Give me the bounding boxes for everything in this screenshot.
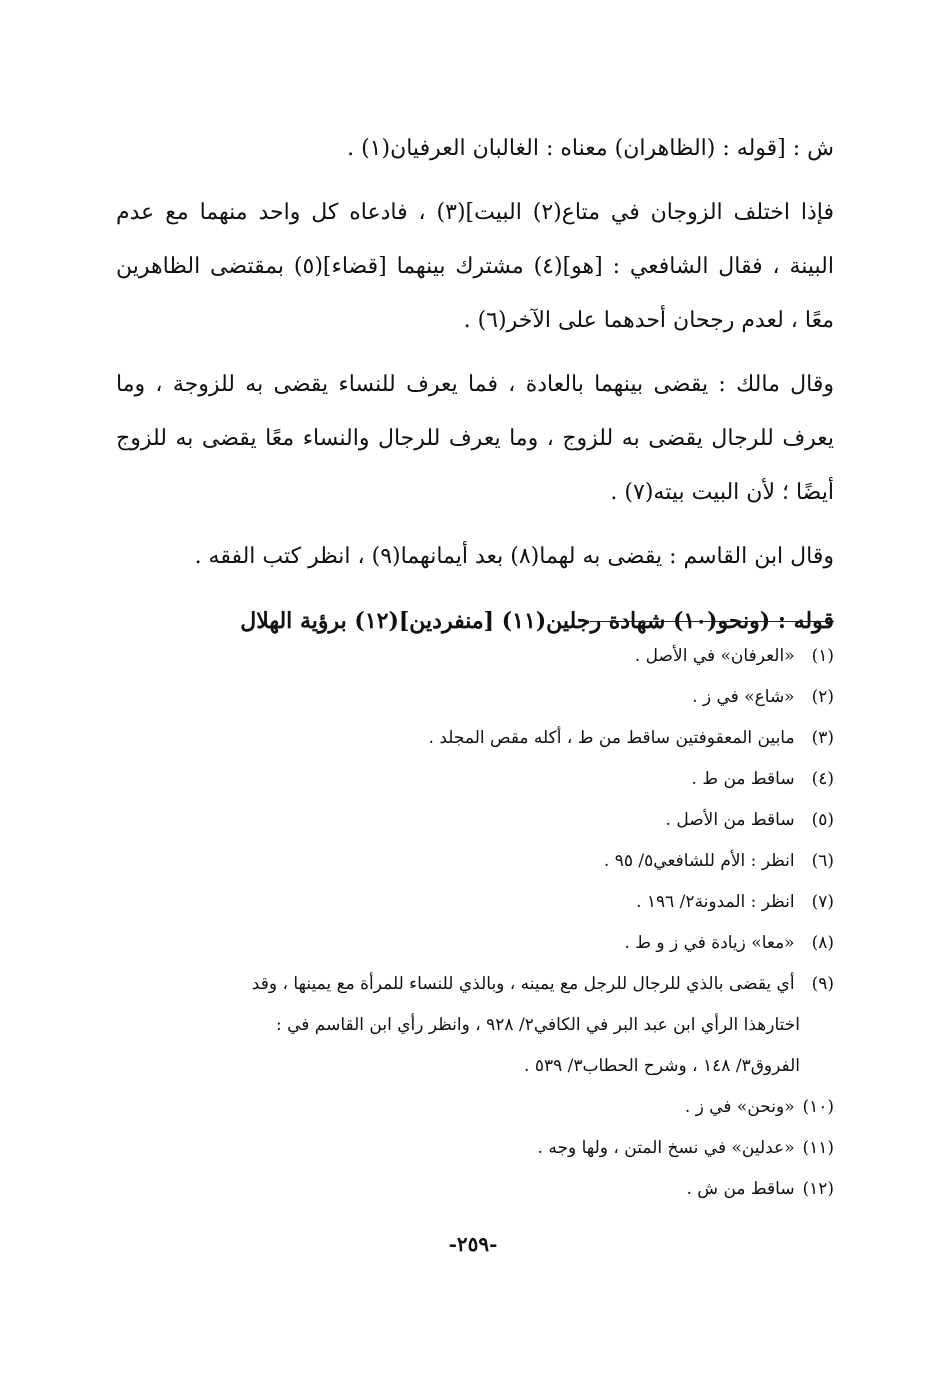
footnote-number: (٤) bbox=[811, 769, 834, 789]
footnote-text: «العرفان» في الأصل . bbox=[634, 646, 795, 666]
footnote-text: انظر : المدونة٢/ ١٩٦ . bbox=[636, 892, 795, 912]
footnote-text: ساقط من الأصل . bbox=[665, 810, 795, 830]
footnote-number: (٣) bbox=[811, 728, 834, 748]
footnote-4 bbox=[116, 759, 834, 800]
footnote-3 bbox=[116, 718, 834, 759]
main-text bbox=[116, 122, 834, 658]
footnote-number: (١١) bbox=[802, 1138, 834, 1158]
footnote-number: (١٢) bbox=[802, 1179, 834, 1199]
paragraph-5: قوله : (ونحو(١٠) شهادة رجلين(١١) [منفردين](١٢) برؤية الهلال bbox=[240, 608, 834, 634]
footnote-9-continued: الفروق٣/ ١٤٨ ، وشرح الحطاب٣/ ٥٣٩ . bbox=[524, 1056, 800, 1076]
footnote-number: (٧) bbox=[811, 892, 834, 912]
footnote-number: (٦) bbox=[811, 851, 834, 871]
footnote-number: (٢) bbox=[811, 687, 834, 707]
footnote-2 bbox=[116, 677, 834, 718]
footnote-9 bbox=[116, 964, 834, 1005]
footnote-text: «معا» زيادة في ز و ط . bbox=[624, 933, 795, 953]
paragraph-3: وقال مالك : يقضى بينهما بالعادة ، فما يعرف للنساء يقضى به للزوجة ، وما يعرف للرجال يقضى به للزوج ، وما يعرف للرجال والنساء معًا يقضى به للزوج أيضًا ؛ لأن البيت بيته(٧) . bbox=[116, 372, 834, 505]
footnote-text: ساقط من ط . bbox=[691, 769, 795, 789]
footnote-5 bbox=[116, 800, 834, 841]
paragraph-4: وقال ابن القاسم : يقضى به لهما(٨) بعد أيمانهما(٩) ، انظر كتب الفقه . bbox=[194, 544, 834, 569]
footnote-text: «شاع» في ز . bbox=[692, 687, 795, 707]
footnote-separator bbox=[590, 621, 834, 622]
footnote-text: مابين المعقوفتين ساقط من ط ، أكله مقص المجلد . bbox=[428, 728, 795, 748]
paragraph-1: ش : [قوله : (الظاهران) معناه : الغالبان العرفيان(١) . bbox=[347, 136, 834, 161]
footnote-number: (١٠) bbox=[802, 1097, 834, 1117]
footnote-number: (٩) bbox=[811, 974, 834, 994]
footnote-9-continued: اختارهذا الرأي ابن عبد البر في الكافي٢/ ٩٢٨ ، وانظر رأي ابن القاسم في : bbox=[275, 1015, 800, 1035]
footnote-12 bbox=[116, 1169, 834, 1210]
footnote-8 bbox=[116, 923, 834, 964]
footnote-text: انظر : الأم للشافعي٥/ ٩٥ . bbox=[603, 851, 795, 871]
page-number: -٢٥٩- bbox=[448, 1232, 498, 1256]
footnote-6 bbox=[116, 841, 834, 882]
footnote-text: أي يقضى بالذي للرجال للرجل مع يمينه ، وبالذي للنساء للمرأة مع يمينها ، وقد bbox=[251, 974, 795, 994]
footnote-number: (٥) bbox=[811, 810, 834, 830]
footnote-11 bbox=[116, 1128, 834, 1169]
footnote-number: (١) bbox=[811, 646, 834, 666]
footnote-7 bbox=[116, 882, 834, 923]
footnotes bbox=[116, 636, 834, 1210]
footnote-number: (٨) bbox=[811, 933, 834, 953]
footnote-text: «ونحن» في ز . bbox=[684, 1097, 795, 1117]
paragraph-2: فإذا اختلف الزوجان في متاع(٢) البيت](٣) ، فادعاه كل واحد منهما مع عدم البينة ، فقال الشافعي : [هو](٤) مشترك بينهما [قضاء](٥) بمقتضى الظاهرين معًا ، لعدم رجحان أحدهما على الآخر(٦) . bbox=[116, 200, 834, 333]
footnote-10 bbox=[116, 1087, 834, 1128]
footnote-text: ساقط من ش . bbox=[686, 1179, 795, 1199]
footnote-text: «عدلين» في نسخ المتن ، ولها وجه . bbox=[537, 1138, 795, 1158]
footnote-1 bbox=[116, 636, 834, 677]
